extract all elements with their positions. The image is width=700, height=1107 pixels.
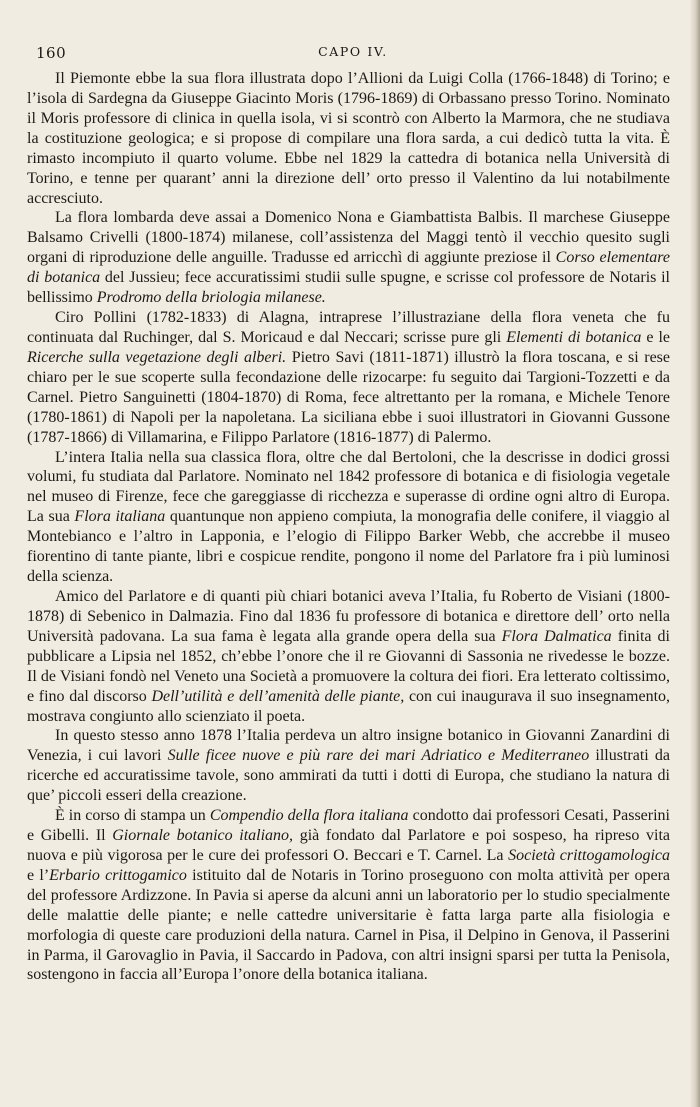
italic-title: Ricerche sulla vegetazione degli alberi.: [27, 348, 287, 366]
italic-title: Società crittogamologica: [508, 846, 670, 864]
text-run: È in corso di stampa un: [55, 807, 210, 825]
italic-title: Compendio della flora italiana: [209, 807, 409, 825]
paragraph: [27, 448, 670, 587]
page-edge-shadow: [690, 0, 700, 1107]
italic-title: Corso elementare di botanica: [27, 249, 671, 287]
italic-title: Elementi di botanica: [506, 328, 642, 346]
paragraph: [27, 806, 670, 985]
text-run: e l’: [27, 866, 50, 884]
text-run: Pietro Savi (1811-1871) illustrò la flora toscana, e si rese chiaro per le sue scoperte sulla fecondazione delle rizocarpe: fu seguito dai Targioni-Tozzetti e da Carnel. Pietro Sanguinetti (1804-1870) di Roma, fece altrettanto per la romana, e Michele Tenore (1780-1861) di Napoli per la napoletana. La siciliana ebbe i suoi illustratori in Giovanni Gussone (1787-1866) di Villamarina, e Filippo Parlatore (1816-1877) di Palermo.: [27, 348, 671, 446]
text-run: del Jussieu; fece accuratissimi studii sulle spugne, e scrisse col professore de Notaris il bellissimo: [27, 269, 670, 307]
italic-title: Flora Dalmatica: [501, 627, 612, 645]
body-text: [27, 69, 670, 985]
paragraph: [27, 208, 670, 308]
text-run: già fondato dal Parlatore e poi sospeso, ha ripreso vita nuova e più vigorosa per le cure dei professori O. Beccari e T. Carnel. La: [27, 827, 671, 864]
text-run: quantunque non appieno compiuta, la monografia delle conifere, il viaggio al Montebianco e l’altro in Lapponia, e l’elogio di Filippo Barker Webb, che accrebbe il museo fiorentino di tante piante, libri e cospicue rendite, pongono il nome del Parlatore fra i più luminosi della scienza.: [27, 508, 671, 586]
text-run: condotto dai professori Cesati, Passerini e Gibelli. Il: [27, 807, 670, 845]
text-run: e le: [641, 328, 670, 346]
text-run: istituito dal de Notaris in Torino proseguono con molta attività per opera del professore Ardizzone. In Pavia si aperse da alcuni anni un laboratorio per lo studio specialmente delle malattie delle piante; e nelle cattedre universitarie è fatta larga parte alla fisiologia e morfologia di queste care produzioni della natura. Carnel in Pisa, il Delpino in Genova, il Passerini in Parma, il Garovaglio in Pavia, il Saccardo in Padova, con altri insigni sparsi per tutta la Penisola, sostengono in faccia all’Europa l’onore della botanica italiana.: [27, 866, 671, 984]
text-run: La flora lombarda deve assai a Domenico Nona e Giambattista Balbis. Il marchese Giuseppe Balsamo Crivelli (1800-1874) milanese, coll’assistenza del Maggi tentò il vecchio quesito sugli organi di riproduzione delle anguille. Tradusse ed arricchì di aggiunte preziose il: [27, 209, 670, 267]
italic-title: Flora italiana: [74, 508, 166, 526]
text-run: In questo stesso anno 1878 l’Italia perdeva un altro insigne botanico in Giovanni Zanardini di Venezia, i cui lavori: [27, 727, 670, 765]
italic-title: Prodromo della briologia milanese.: [96, 289, 326, 307]
text-run: con cui inaugurava il suo insegnamento, mostrava congiunto allo scienziato il poeta.: [27, 687, 671, 725]
text-run: L’intera Italia nella sua classica flora, oltre che dal Bertoloni, che la descrisse in dodici grossi volumi, fu studiata dal Parlatore. Nominato nel 1842 professore di botanica e di fisiologia vegetale nel museo di Firenze, fece che gareggiasse di ricchezza e superasse di ordine ogni altro di Europa. La sua: [27, 448, 670, 526]
paragraph: [27, 726, 670, 806]
running-head: CAPO IV.: [318, 44, 388, 59]
text-run: finita di pubblicare a Lipsia nel 1852, ch’ebbe l’onore che il re Giovanni di Sassonia ne rivedesse le bozze. Il de Visiani fondò nel Veneto una Società a promuovere la coltura dei fiori. Era letterato coltissimo, e fino dal discorso: [27, 627, 670, 705]
page-number: 160: [36, 44, 67, 62]
italic-title: Sulle ficee nuove e più rare dei mari Adriatico e Mediterraneo: [167, 747, 590, 765]
paragraph: [27, 587, 670, 726]
italic-title: Giornale botanico italiano,: [112, 827, 294, 845]
paragraph: [27, 69, 670, 208]
text-run: Il Piemonte ebbe la sua flora illustrata dopo l’Allioni da Luigi Colla (1766-1848) di Torino; e l’isola di Sardegna da Giuseppe Giacinto Moris (1796-1869) di Orbassano presso Torino. Nominato il Moris professore di clinica in quella isola, vi si scontrò con Alberto la Marmora, che ne studiava la costituzione geologica; e si propose di compilare una flora sarda, a cui dedicò tutta la vita. È rimasto incompiuto il quarto volume. Ebbe nel 1829 la cattedra di botanica nella Università di Torino, e tenne per quarant’ anni la direzione dell’ orto presso il Valentino da lui notabilmente accresciuto.: [27, 70, 670, 207]
italic-title: Erbario crittogamico: [49, 866, 187, 884]
page-header: [36, 44, 670, 64]
text-run: Ciro Pollini (1782-1833) di Alagna, intraprese l’illustraziane della flora veneta che fu continuata dal Ruchinger, dal S. Moricaud e dal Neccari; scrisse pure gli: [27, 309, 670, 346]
paragraph: [27, 308, 670, 447]
text-run: Amico del Parlatore e di quanti più chiari botanici aveva l’Italia, fu Roberto de Visiani (1800-1878) di Sebenico in Dalmazia. Fino dal 1836 fu professore di botanica e direttore dell’ orto nella Università padovana. La sua fama è legata alla grande opera della sua: [27, 587, 670, 645]
text-run: illustrati da ricerche ed accuratissime tavole, sono ammirati da tutti i dotti di Europa, che studiano la natura di que’ piccoli esseri della creazione.: [27, 747, 670, 805]
italic-title: Dell’utilità e dell’amenità delle piante,: [151, 687, 405, 705]
